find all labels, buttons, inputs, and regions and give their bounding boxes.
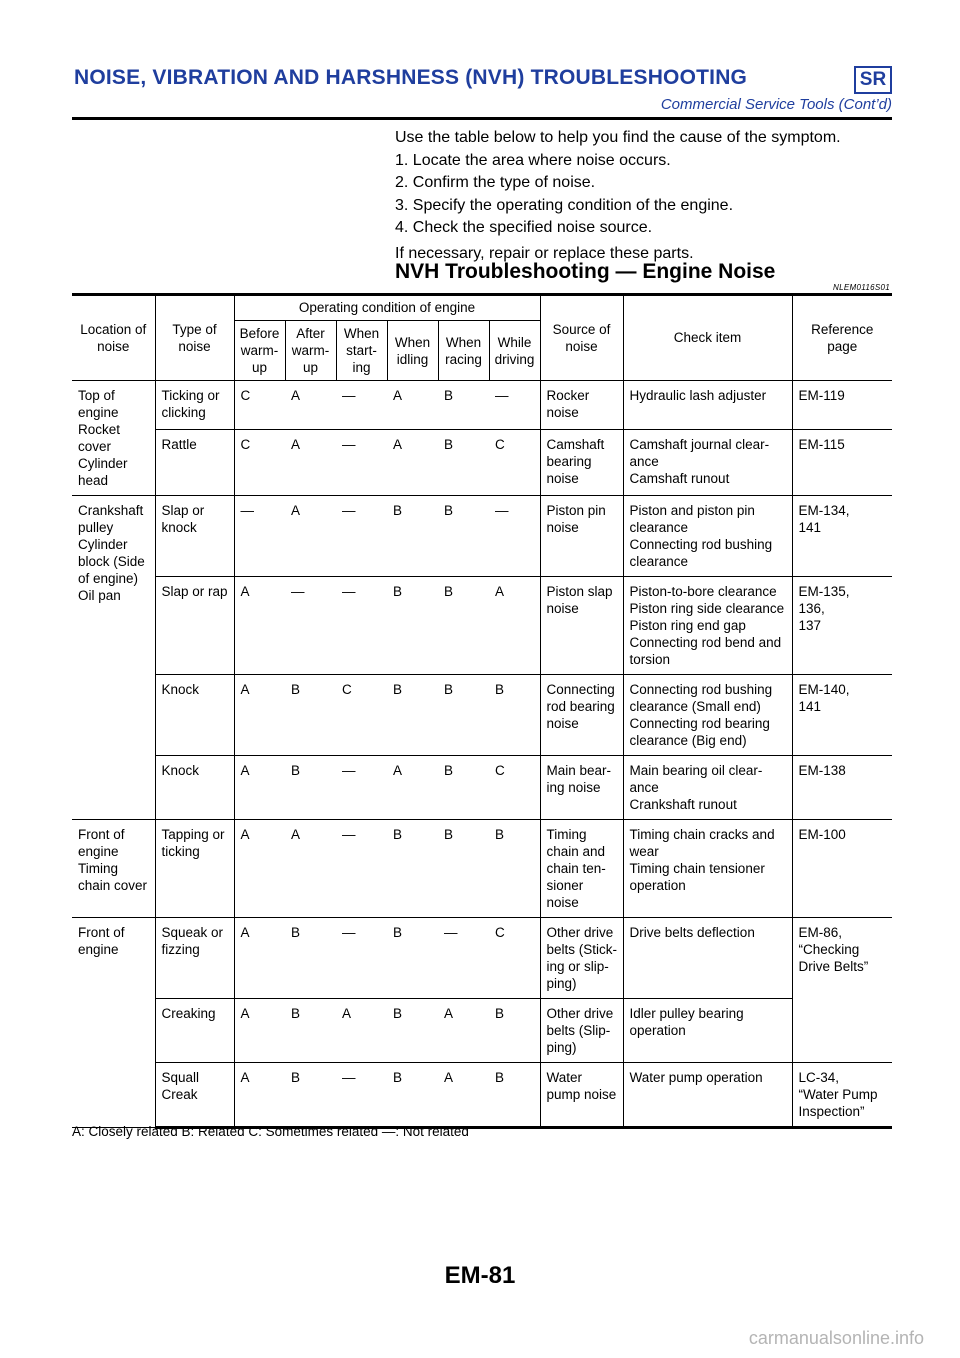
header-rule [72,117,892,120]
condition-cell: C [336,675,387,756]
condition-cell: C [489,918,540,999]
section-badge: SR [854,66,892,94]
condition-cell: B [387,1063,438,1128]
location-cell: Front of engine Timing chain cover [72,820,155,918]
intro-note: If necessary, repair or replace these parts. [395,244,694,262]
condition-cell: A [387,429,438,495]
intro-step: 1. Locate the area where noise occurs. [395,151,671,169]
noise-type-cell: Rattle [155,429,234,495]
noise-type-cell: Ticking or clicking [155,381,234,430]
condition-cell: — [336,496,387,577]
condition-cell: B [285,756,336,820]
condition-cell: B [438,756,489,820]
condition-cell: A [387,381,438,430]
condition-cell: A [234,820,285,918]
condition-cell: B [438,429,489,495]
condition-cell: B [285,675,336,756]
condition-cell: A [438,999,489,1063]
location-cell: Top of engine Rocket cover Cylinder head [72,381,155,496]
noise-type-cell: Knock [155,675,234,756]
condition-cell: C [234,381,285,430]
table-row [72,1063,892,1128]
page-header-subtitle: Commercial Service Tools (Cont’d) [660,96,892,113]
condition-cell: — [336,918,387,999]
header-check: Check item [623,295,792,381]
page-number: EM-81 [444,1262,516,1289]
header-ref: Reference page [792,295,892,381]
condition-cell: — [489,381,540,430]
condition-cell: A [234,675,285,756]
noise-type-cell: Creaking [155,999,234,1063]
check-item-cell: Drive belts deflection [623,918,792,999]
condition-cell: A [336,999,387,1063]
header-racing: When racing [438,321,489,381]
source-cell: Timing chain and chain ten-sioner noise [540,820,623,918]
condition-cell: A [285,381,336,430]
reference-cell: EM-135, 136, 137 [792,577,892,675]
noise-type-cell: Slap or rap [155,577,234,675]
reference-cell: EM-140, 141 [792,675,892,756]
header-start: When start-ing [336,321,387,381]
condition-cell: B [387,999,438,1063]
condition-cell: B [387,675,438,756]
condition-cell: — [336,381,387,430]
table-row [72,675,892,756]
source-cell: Other drive belts (Stick-ing or slip-ping) [540,918,623,999]
intro-step: 2. Confirm the type of noise. [395,174,596,191]
check-item-cell: Timing chain cracks and wear Timing chain tensioner operation [623,820,792,918]
condition-cell: A [234,918,285,999]
table-row [72,918,892,999]
check-item-cell: Camshaft journal clear-ance Camshaft runout [623,429,792,495]
source-cell: Camshaft bearing noise [540,429,623,495]
reference-cell: EM-134, 141 [792,496,892,577]
location-cell: Front of engine [72,918,155,1128]
condition-cell: A [234,999,285,1063]
header-type: Type of noise [155,295,234,381]
header-location: Location of noise [72,295,155,381]
source-cell: Piston pin noise [540,496,623,577]
reference-cell: EM-100 [792,820,892,918]
header-operating: Operating condition of engine [234,295,540,321]
source-cell: Connecting rod bearing noise [540,675,623,756]
condition-cell: A [285,820,336,918]
condition-cell: — [438,918,489,999]
condition-cell: — [336,1063,387,1128]
condition-cell: A [234,756,285,820]
table-row [72,429,892,495]
table-row [72,496,892,577]
check-item-cell: Piston and piston pin clearance Connecting rod bushing clearance [623,496,792,577]
condition-cell: B [387,577,438,675]
intro-step: 4. Check the specified noise source. [395,219,653,236]
condition-cell: B [438,675,489,756]
source-cell: Piston slap noise [540,577,623,675]
legend: A: Closely related B: Related C: Sometimes related —: Not related [72,1124,469,1139]
condition-cell: — [234,496,285,577]
noise-type-cell: Tapping or ticking [155,820,234,918]
table-row [72,756,892,820]
nvh-table-body [72,381,892,1128]
condition-cell: B [489,999,540,1063]
header-idle: When idling [387,321,438,381]
location-cell: Crankshaft pulley Cylinder block (Side of engine) Oil pan [72,496,155,820]
reference-cell: EM-119 [792,381,892,430]
noise-type-cell: Squall Creak [155,1063,234,1128]
condition-cell: B [285,1063,336,1128]
condition-cell: — [336,429,387,495]
intro-text [395,127,895,265]
header-before: Before warm-up [234,321,285,381]
condition-cell: A [489,577,540,675]
table-row [72,577,892,675]
header-source: Source of noise [540,295,623,381]
reference-cell: LC-34, “Water Pump Inspection” [792,1063,892,1128]
watermark: carmanualsonline.info [748,1328,924,1348]
intro-line: Use the table below to help you find the cause of the symptom. [395,129,841,146]
condition-cell: B [438,820,489,918]
condition-cell: A [234,577,285,675]
page-header-title: NOISE, VIBRATION AND HARSHNESS (NVH) TROUBLESHOOTING [74,66,748,89]
check-item-cell: Water pump operation [623,1063,792,1128]
condition-cell: C [234,429,285,495]
check-item-cell: Hydraulic lash adjuster [623,381,792,430]
reference-cell: EM-86, “Checking Drive Belts” [792,918,892,1063]
source-cell: Other drive belts (Slip-ping) [540,999,623,1063]
condition-cell: B [387,918,438,999]
condition-cell: — [285,577,336,675]
table-row [72,381,892,430]
condition-cell: — [489,496,540,577]
condition-cell: B [438,381,489,430]
condition-cell: B [438,577,489,675]
section-title: NVH Troubleshooting — Engine Noise [395,260,776,283]
check-item-cell: Idler pulley bearing operation [623,999,792,1063]
condition-cell: B [387,496,438,577]
intro-step: 3. Specify the operating condition of the engine. [395,196,734,214]
condition-cell: B [489,675,540,756]
noise-type-cell: Knock [155,756,234,820]
condition-cell: B [285,918,336,999]
reference-cell: EM-115 [792,429,892,495]
condition-cell: B [387,820,438,918]
check-item-cell: Main bearing oil clear-ance Crankshaft runout [623,756,792,820]
source-cell: Rocker noise [540,381,623,430]
header-driving: While driving [489,321,540,381]
condition-cell: B [489,1063,540,1128]
condition-cell: C [489,756,540,820]
table-row [72,999,892,1063]
check-item-cell: Connecting rod bushing clearance (Small end) Connecting rod bearing clearance (Big end) [623,675,792,756]
condition-cell: C [489,429,540,495]
header-after: After warm-up [285,321,336,381]
noise-type-cell: Squeak or fizzing [155,918,234,999]
source-cell: Water pump noise [540,1063,623,1128]
condition-cell: B [438,496,489,577]
table-row [72,820,892,918]
condition-cell: — [336,820,387,918]
condition-cell: A [387,756,438,820]
condition-cell: B [489,820,540,918]
condition-cell: A [285,429,336,495]
condition-cell: — [336,577,387,675]
condition-cell: — [336,756,387,820]
source-cell: Main bear-ing noise [540,756,623,820]
condition-cell: A [285,496,336,577]
condition-cell: A [438,1063,489,1128]
condition-cell: B [285,999,336,1063]
noise-type-cell: Slap or knock [155,496,234,577]
section-code: NLEM0116S01 [833,283,890,292]
nvh-table [72,295,892,1129]
check-item-cell: Piston-to-bore clearance Piston ring side clearance Piston ring end gap Connecting rod bend and torsion [623,577,792,675]
reference-cell: EM-138 [792,756,892,820]
condition-cell: A [234,1063,285,1128]
